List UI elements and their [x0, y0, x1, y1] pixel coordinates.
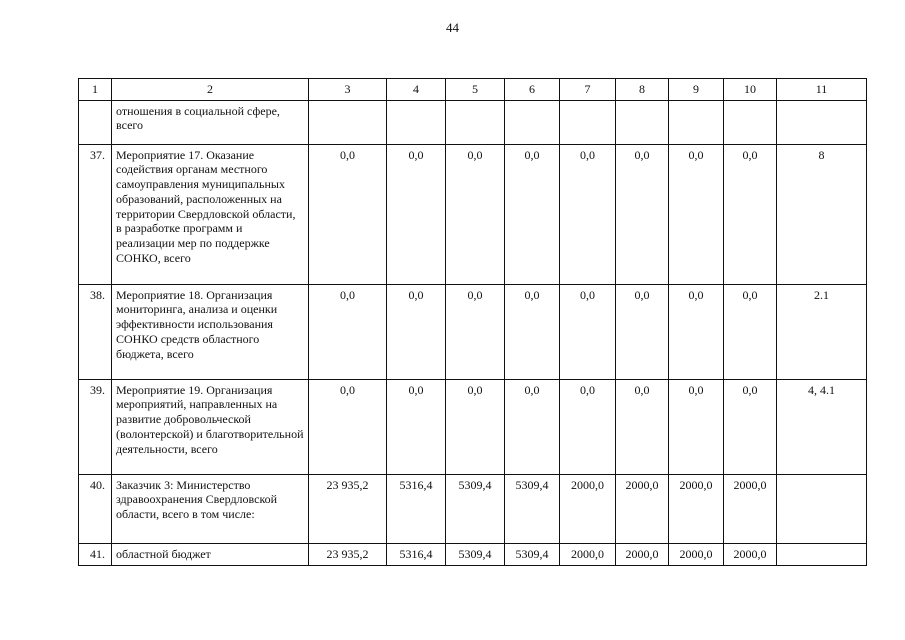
target-indicator-cell	[777, 474, 867, 543]
page-number: 44	[446, 20, 459, 35]
value-cell: 0,0	[616, 379, 669, 474]
row-number	[79, 100, 112, 144]
row-number: 38.	[79, 284, 112, 379]
value-cell	[560, 100, 616, 144]
value-cell: 0,0	[446, 144, 505, 284]
target-indicator-cell: 2.1	[777, 284, 867, 379]
value-cell	[616, 100, 669, 144]
value-cell: 2000,0	[560, 543, 616, 565]
value-cell: 0,0	[669, 379, 724, 474]
target-indicator-cell	[777, 100, 867, 144]
value-cell: 2000,0	[669, 543, 724, 565]
row-number: 40.	[79, 474, 112, 543]
value-cell: 5316,4	[387, 543, 446, 565]
row-description: отношения в социальной сфере, всего	[112, 100, 309, 144]
value-cell: 0,0	[446, 379, 505, 474]
value-cell	[387, 100, 446, 144]
row-number: 41.	[79, 543, 112, 565]
value-cell: 0,0	[309, 284, 387, 379]
table-row	[79, 379, 867, 474]
value-cell	[446, 100, 505, 144]
value-cell: 0,0	[505, 144, 560, 284]
row-number: 37.	[79, 144, 112, 284]
row-description: областной бюджет	[112, 543, 309, 565]
column-header: 2	[112, 79, 309, 101]
row-description: Мероприятие 19. Организация мероприятий, направленных на развитие добровольческой (волонтерской) и благотворительной деятельности, всего	[112, 379, 309, 474]
value-cell	[724, 100, 777, 144]
value-cell: 2000,0	[669, 474, 724, 543]
table-header-row	[79, 79, 867, 101]
value-cell: 0,0	[446, 284, 505, 379]
value-cell	[505, 100, 560, 144]
row-description: Мероприятие 18. Организация мониторинга, анализа и оценки эффективности использования СОНКО средств областного бюджета, всего	[112, 284, 309, 379]
value-cell: 0,0	[669, 284, 724, 379]
column-header: 9	[669, 79, 724, 101]
value-cell: 2000,0	[616, 474, 669, 543]
table-row	[79, 100, 867, 144]
value-cell: 5309,4	[505, 543, 560, 565]
target-indicator-cell: 8	[777, 144, 867, 284]
table-row	[79, 474, 867, 543]
value-cell	[309, 100, 387, 144]
value-cell: 0,0	[616, 284, 669, 379]
value-cell: 5309,4	[446, 543, 505, 565]
column-header: 4	[387, 79, 446, 101]
value-cell	[669, 100, 724, 144]
value-cell: 2000,0	[616, 543, 669, 565]
value-cell: 23 935,2	[309, 543, 387, 565]
value-cell: 0,0	[724, 379, 777, 474]
budget-table	[78, 78, 867, 566]
value-cell: 0,0	[387, 284, 446, 379]
value-cell: 2000,0	[560, 474, 616, 543]
column-header: 3	[309, 79, 387, 101]
value-cell: 2000,0	[724, 543, 777, 565]
column-header: 10	[724, 79, 777, 101]
value-cell: 0,0	[560, 144, 616, 284]
column-header: 1	[79, 79, 112, 101]
value-cell: 0,0	[669, 144, 724, 284]
table-row	[79, 144, 867, 284]
value-cell: 5309,4	[446, 474, 505, 543]
column-header: 11	[777, 79, 867, 101]
value-cell: 23 935,2	[309, 474, 387, 543]
value-cell: 5309,4	[505, 474, 560, 543]
value-cell: 0,0	[309, 379, 387, 474]
target-indicator-cell: 4, 4.1	[777, 379, 867, 474]
target-indicator-cell	[777, 543, 867, 565]
value-cell: 0,0	[505, 284, 560, 379]
value-cell: 0,0	[724, 284, 777, 379]
value-cell: 2000,0	[724, 474, 777, 543]
table-row	[79, 543, 867, 565]
column-header: 6	[505, 79, 560, 101]
row-description: Мероприятие 17. Оказание содействия органам местного самоуправления муниципальных образований, расположенных на территории Свердловской области, в разработке программ и реализации мер по поддержке СОНКО, всего	[112, 144, 309, 284]
column-header: 7	[560, 79, 616, 101]
value-cell: 0,0	[387, 144, 446, 284]
value-cell: 0,0	[309, 144, 387, 284]
value-cell: 0,0	[560, 379, 616, 474]
row-number: 39.	[79, 379, 112, 474]
column-header: 8	[616, 79, 669, 101]
column-header: 5	[446, 79, 505, 101]
row-description: Заказчик 3: Министерство здравоохранения Свердловской области, всего в том числе:	[112, 474, 309, 543]
value-cell: 0,0	[560, 284, 616, 379]
value-cell: 0,0	[505, 379, 560, 474]
value-cell: 0,0	[387, 379, 446, 474]
value-cell: 0,0	[724, 144, 777, 284]
value-cell: 5316,4	[387, 474, 446, 543]
value-cell: 0,0	[616, 144, 669, 284]
table-row	[79, 284, 867, 379]
